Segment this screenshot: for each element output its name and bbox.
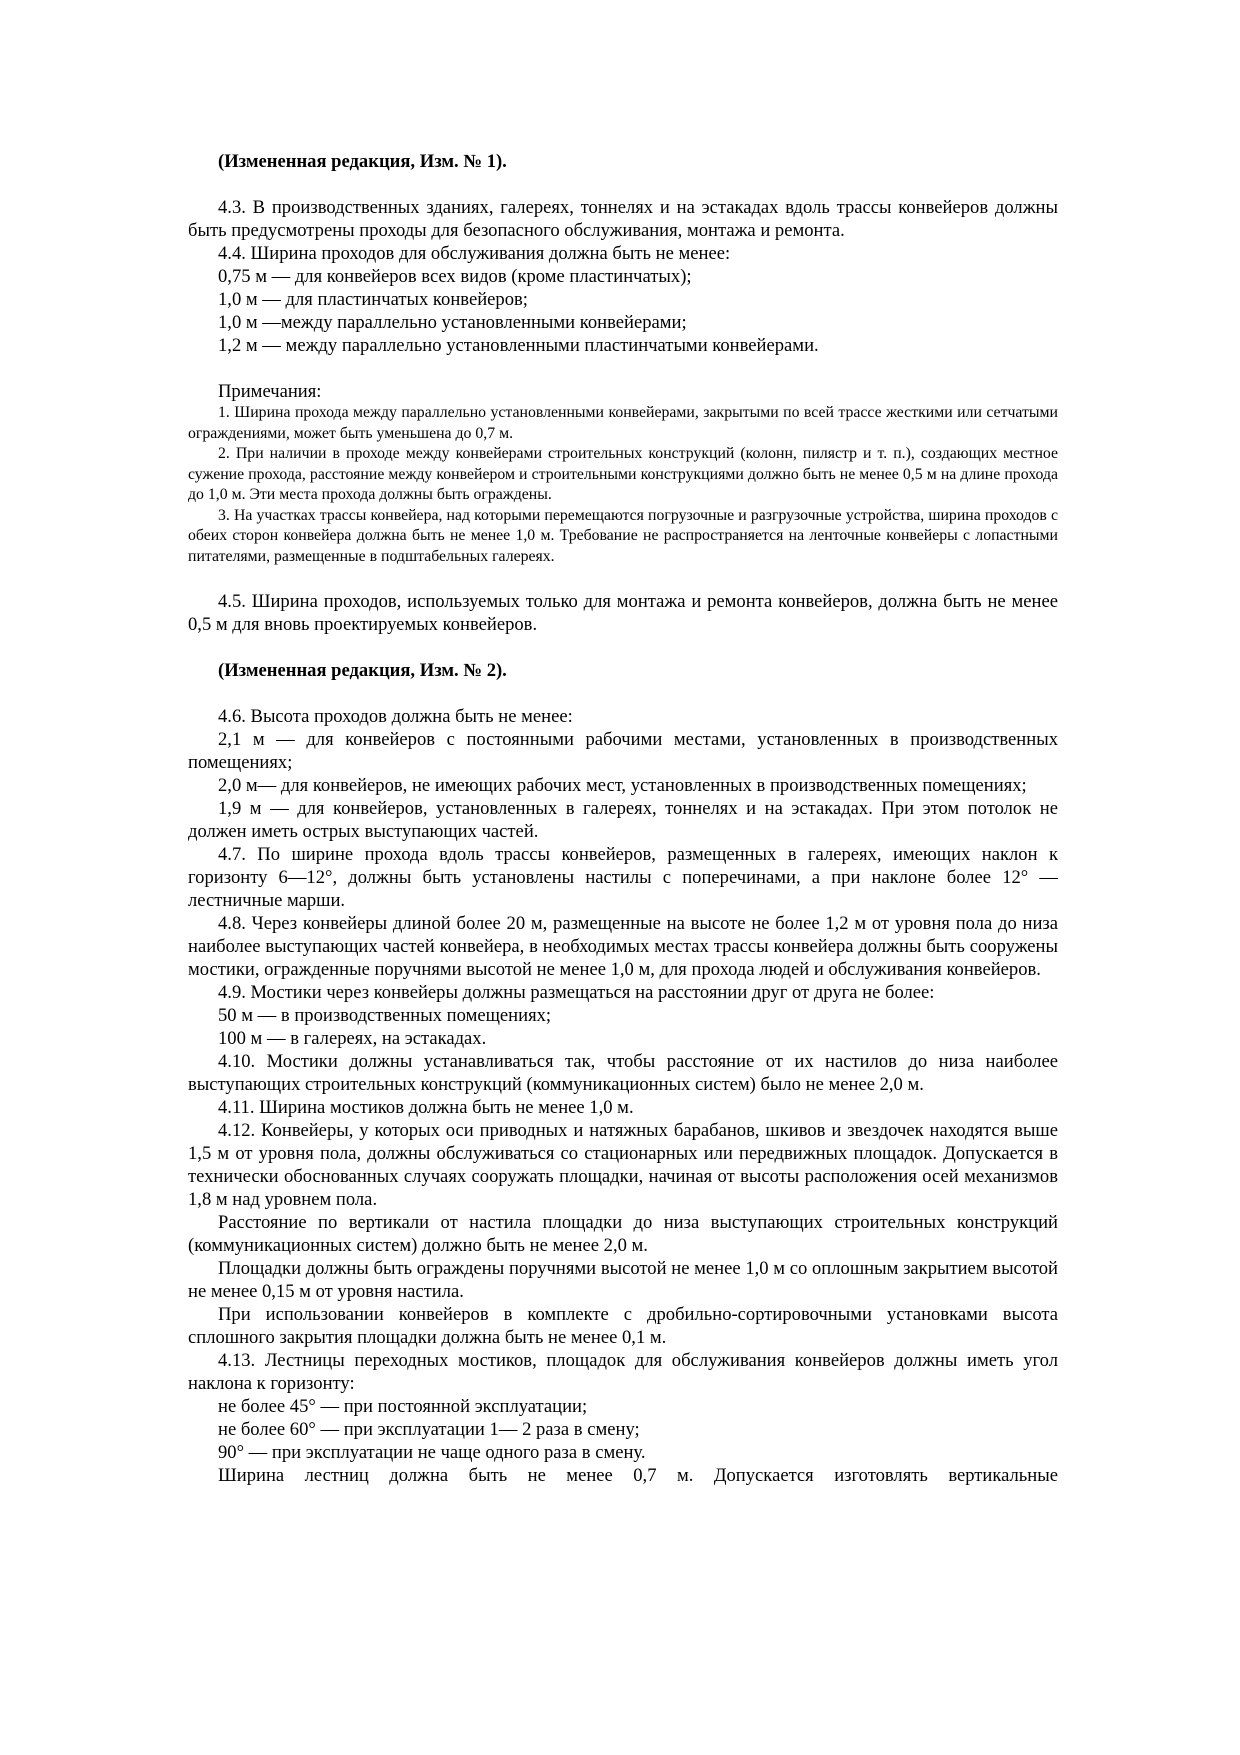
paragraph-4-3: 4.3. В производственных зданиях, галереях, тоннелях и на эстакадах вдоль трассы конвейеров должны быть предусмотрены проходы для безопасного обслуживания, монтажа и ремонта. — [188, 197, 1058, 241]
list-item: не более 45° — при постоянной эксплуатации; — [218, 1396, 588, 1417]
note-item: 1. Ширина прохода между параллельно установленными конвейерами, закрытыми по всей трассе жесткими или сетчатыми ограждениями, может быть уменьшена до 0,7 м. — [188, 404, 1058, 442]
paragraph-4-13-tail: Ширина лестниц должна быть не менее 0,7 м. Допускается изготовлять вертикальные — [218, 1465, 1058, 1486]
document-page — [188, 150, 1058, 1487]
paragraph-4-13: 4.13. Лестницы переходных мостиков, площадок для обслуживания конвейеров должны иметь угол наклона к горизонту: — [188, 1350, 1058, 1394]
list-item: не более 60° — при эксплуатации 1— 2 раза в смену; — [218, 1419, 640, 1440]
list-item: 2,1 м — для конвейеров с постоянными рабочими местами, установленных в производственных помещениях; — [188, 729, 1058, 773]
list-item: 1,2 м — между параллельно установленными пластинчатыми конвейерами. — [218, 335, 819, 356]
list-item: 1,0 м — для пластинчатых конвейеров; — [218, 289, 528, 310]
paragraph-4-12-c: При использовании конвейеров в комплекте с дробильно-сортировочными установками высота сплошного закрытия площадки должна быть не менее 0,1 м. — [188, 1304, 1058, 1348]
list-item: 2,0 м— для конвейеров, не имеющих рабочих мест, установленных в производственных помещениях; — [218, 775, 1027, 796]
notes-title: Примечания: — [218, 381, 322, 402]
paragraph-4-8: 4.8. Через конвейеры длиной более 20 м, размещенные на высоте не более 1,2 м от уровня пола до низа наиболее выступающих частей конвейера, в необходимых местах трассы конвейера должны быть сооружены мостики, огражденные поручнями высотой не менее 1,0 м, для прохода людей и обслуживания конвейеров. — [188, 913, 1058, 980]
note-item: 2. При наличии в проходе между конвейерами строительных конструкций (колонн, пилястр и т. п.), создающих местное сужение прохода, расстояние между конвейером и строительными конструкциями должно быть не менее 0,5 м на длине прохода до 1,0 м. Эти места прохода должны быть ограждены. — [188, 445, 1058, 503]
paragraph-4-10: 4.10. Мостики должны устанавливаться так, чтобы расстояние от их настилов до низа наиболее выступающих строительных конструкций (коммуникационных систем) было не менее 2,0 м. — [188, 1051, 1058, 1095]
list-item: 0,75 м — для конвейеров всех видов (кроме пластинчатых); — [218, 266, 692, 287]
list-item: 100 м — в галереях, на эстакадах. — [218, 1028, 487, 1049]
note-item: 3. На участках трассы конвейера, над которыми перемещаются погрузочные и разгрузочные устройства, ширина проходов с обеих сторон конвейера должна быть не менее 1,0 м. Требование не распространяется на ленточные конвейеры с лопастными питателями, размещенные в подштабельных галереях. — [188, 506, 1058, 565]
list-item: 50 м — в производственных помещениях; — [218, 1005, 552, 1026]
paragraph-4-7: 4.7. По ширине прохода вдоль трассы конвейеров, размещенных в галереях, имеющих наклон к горизонту 6—12°, должны быть установлены настилы с поперечинами, а при наклоне более 12° — лестничные марши. — [188, 844, 1058, 911]
paragraph-4-4: 4.4. Ширина проходов для обслуживания должна быть не менее: — [218, 243, 731, 264]
list-item: 90° — при эксплуатации не чаще одного раза в смену. — [218, 1442, 646, 1463]
amendment-note-2: (Измененная редакция, Изм. № 2). — [218, 660, 507, 681]
list-item: 1,9 м — для конвейеров, установленных в галереях, тоннелях и на эстакадах. При этом потолок не должен иметь острых выступающих частей. — [188, 798, 1058, 842]
list-item: 1,0 м —между параллельно установленными конвейерами; — [218, 312, 687, 333]
paragraph-4-5: 4.5. Ширина проходов, используемых только для монтажа и ремонта конвейеров, должна быть не менее 0,5 м для вновь проектируемых конвейеров. — [188, 591, 1058, 635]
paragraph-4-12-a: Расстояние по вертикали от настила площадки до низа выступающих строительных конструкций (коммуникационных систем) должно быть не менее 2,0 м. — [188, 1212, 1058, 1256]
paragraph-4-9: 4.9. Мостики через конвейеры должны размещаться на расстоянии друг от друга не более: — [218, 982, 935, 1003]
paragraph-4-11: 4.11. Ширина мостиков должна быть не менее 1,0 м. — [218, 1097, 634, 1118]
amendment-note-1: (Измененная редакция, Изм. № 1). — [218, 151, 507, 172]
paragraph-4-6: 4.6. Высота проходов должна быть не менее: — [218, 706, 573, 727]
paragraph-4-12-b: Площадки должны быть ограждены поручнями высотой не менее 1,0 м со оплошным закрытием высотой не менее 0,15 м от уровня настила. — [188, 1258, 1058, 1302]
paragraph-4-12: 4.12. Конвейеры, у которых оси приводных и натяжных барабанов, шкивов и звездочек находятся выше 1,5 м от уровня пола, должны обслуживаться со стационарных или передвижных площадок. Допускается в технически обоснованных случаях сооружать площадки, начиная от высоты расположения осей механизмов 1,8 м над уровнем пола. — [188, 1120, 1058, 1210]
